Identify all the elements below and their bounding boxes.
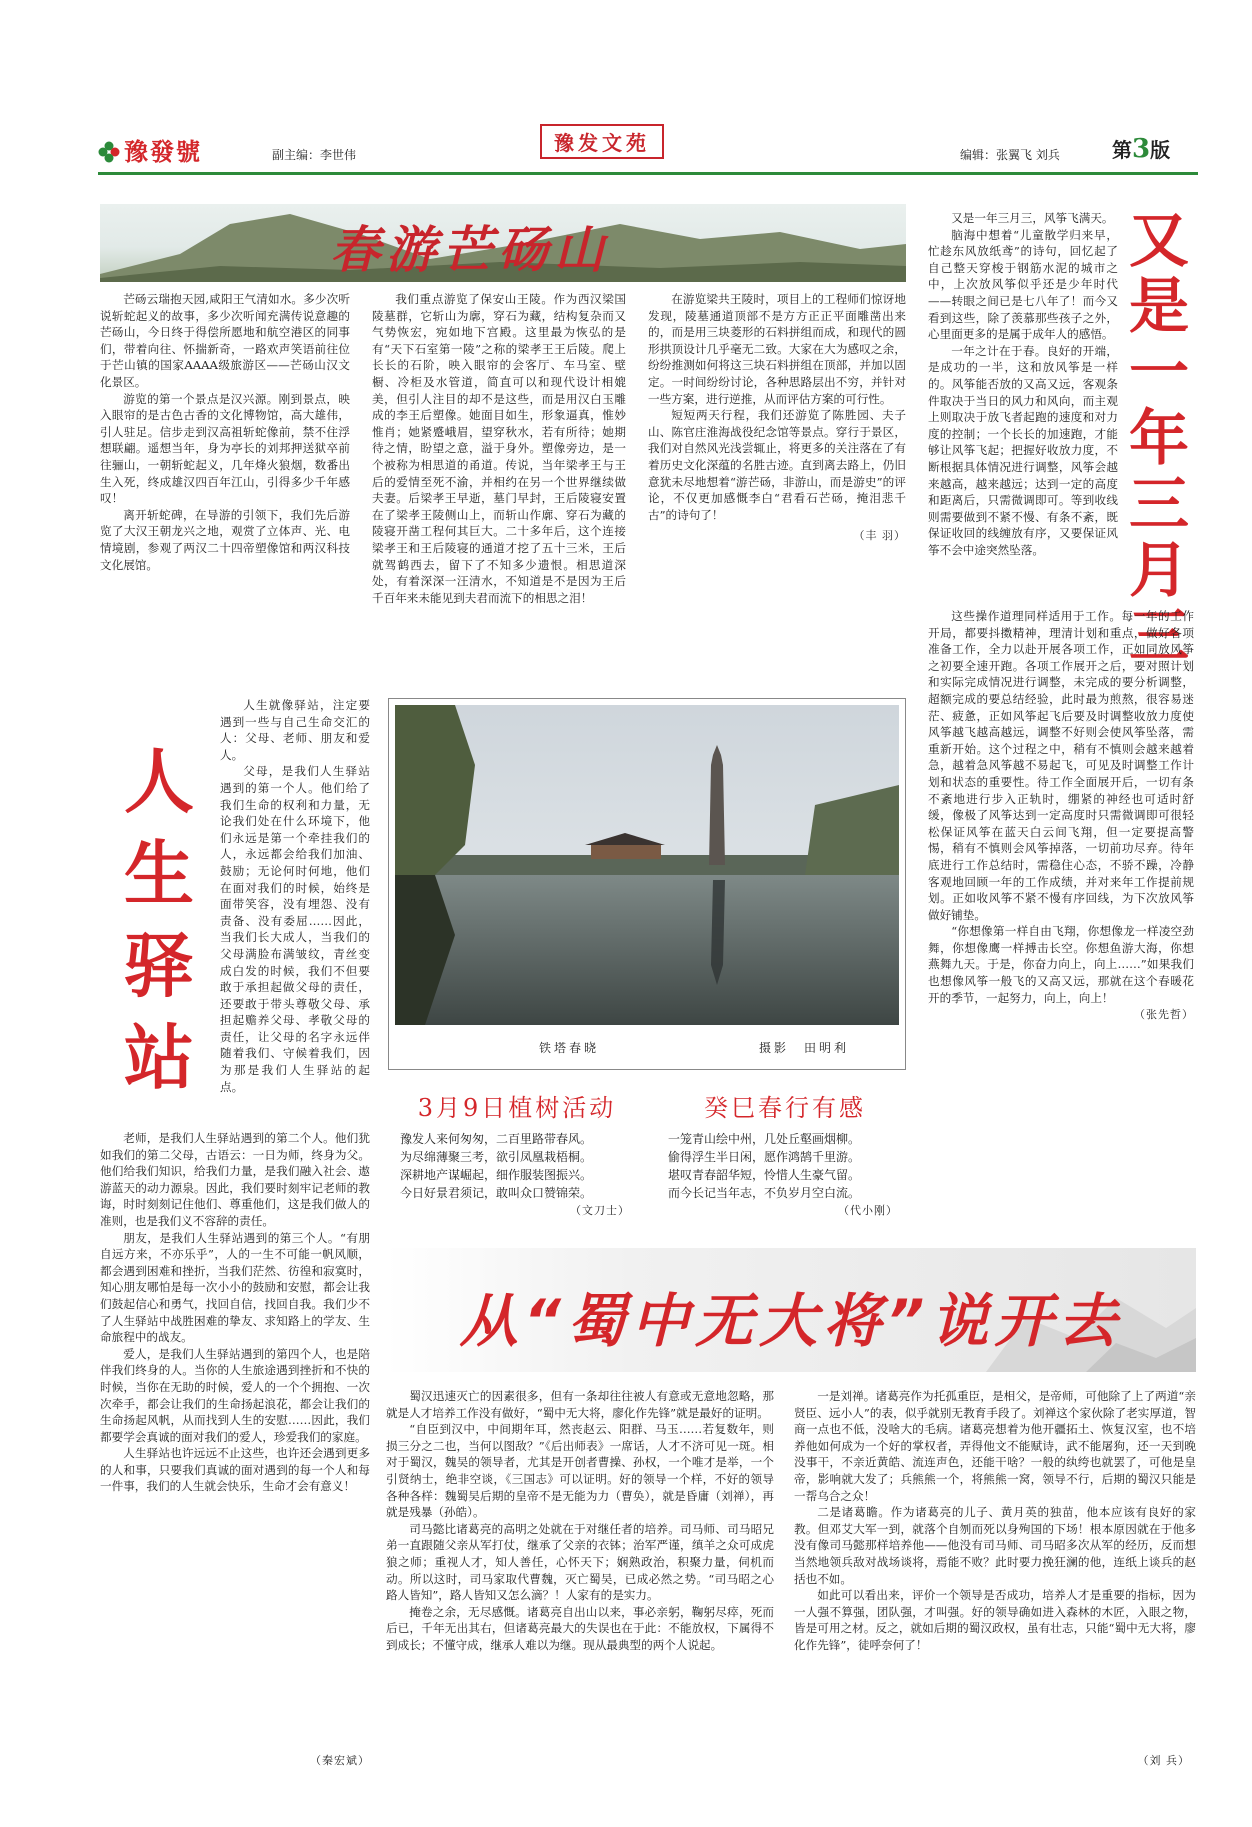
article1-para: 短短两天行程，我们还游览了陈胜园、夫子山、陈官庄淮海战役纪念馆等景点。穿行于景区，我们对自然风光浅尝辄止，将更多的关注落在了有着历史文化深蕴的名胜古迹。直到离去路上，仍旧意犹未尽地想着“游芒砀，非游山，而是游史”的评论，不仅更加感慨李白“君看石芒砀，掩泪悲千古”的诗句了！ — [648, 408, 906, 522]
page-number — [1112, 134, 1170, 164]
poem2-title: 癸巳春行有感 — [704, 1094, 866, 1122]
article1-para: 游览的第一个景点是汉兴源。刚到景点，映入眼帘的是古色古香的文化博物馆，高大雄伟，引人驻足。信步走到汉高祖斩蛇像前，禁不住浮想联翩。遥想当年，身为亭长的刘邦押送狱卒前往骊山，一朝斩蛇起义，几年烽火狼烟，数番出生入死，终成雄汉四百年江山，引得多少千年感叹！ — [100, 391, 350, 506]
article4-title: 从“蜀中无大将”说开去 — [459, 1287, 1123, 1355]
article2-title: 又是一年三月三 — [1129, 206, 1189, 672]
article1-para: 我们重点游览了保安山王陵。作为西汉梁国陵墓群，它斩山为廓，穿石为藏，结构复杂而又气势恢宏，宛如地下宫殿。这里最为恢弘的是有“天下石室第一陵”之称的梁孝王王后陵。爬上长长的石阶，映入眼帘的会客厅、车马室、壁橱、冷柜及水管道，简直可以和现代设计相媲美，但引人注目的却不是这些，而是用汉白玉雕成的李王后塑像。她面目如生，形象逼真，惟妙惟肖；她紧蹙峨眉，望穿秋水，若有所待；她期待之情，盼望之意，溢于身外。塑像旁边，是一个被称为相思道的甬道。传说，当年梁孝王与王后的爱情至死不渝，并相约在另一个世界继续做夫妻。后梁孝王早逝，墓门早封，王后陵寝安置在了梁孝王陵侧山上，而斩山作廓、穿石为藏的陵寝开凿工程何其巨大。二十多年后，这个连接梁孝王和王后陵寝的通道才挖了五十三米，王后就驾鹤西去，留下了不知多少遗恨。相思道深处，有着深深一汪清水，不知道是不是因为王后千百年来未能见到夫君而流下的相思之泪！ — [372, 292, 626, 605]
article1-banner — [100, 204, 906, 282]
article4-col1 — [386, 1388, 774, 1748]
article3-author: （秦宏斌） — [310, 1754, 370, 1767]
article4-para: 司马懿比诸葛亮的高明之处就在于对继任者的培养。司马师、司马昭兄弟一直跟随父亲从军打仗，继承了父亲的衣钵；治军严谨，缜羊之众可成虎狼之师；重视人才，知人善任，心怀天下；娴熟政治，积聚力量，伺机而动。所以这时，司马家取代曹魏，灭亡蜀吴，已成必然之势。“司马昭之心路人皆知”，路人皆知又怎么滴？！人家有的是实力。 — [386, 1521, 774, 1603]
article4-para: 蜀汉迅速灭亡的因素很多，但有一条却往往被人有意或无意地忽略，那就是人才培养工作没有做好，“蜀中无大将，廖化作先锋”就是最好的证明。 — [386, 1389, 774, 1420]
article2-para: 又是一年三月三，风筝飞满天。 — [951, 211, 1114, 225]
poem1-line: 为尽绵薄聚三考，欲引凤凰栽梧桐。 — [400, 1150, 593, 1164]
article4-para: 如此可以看出来，评价一个领导是否成功，培养人才是重要的指标，因为一人强不算强，团队强，才叫强。好的领导确如进入森林的木匠，入眼之物，皆是可用之材。反之，就如后期的蜀汉政权，虽有壮志，只能“蜀中无大将，廖化作先锋”，徒呼奈何了！ — [794, 1588, 1196, 1652]
pagoda-lake-photo — [395, 705, 899, 1025]
article2-col-narrow — [928, 210, 1118, 602]
article3-para: 人生就像驿站，注定要遇到一些与自己生命交汇的人：父母、老师、朋友和爱人。 — [220, 698, 370, 762]
article3-para: 老师，是我们人生驿站遇到的第二个人。他们犹如我们的第二父母，古语云：一日为师，终身为父。他们给我们知识，给我们力量，是我们融入社会、遨游蓝天的动力源泉。因此，我们要时刻牢记老师的教诲，时时刻刻记住他们、尊重他们，这是我们做人的准则，也是我们义不容辞的责任。 — [100, 1131, 370, 1228]
article3-col-wide — [100, 1130, 370, 1750]
article4-para: 掩卷之余，无尽感慨。诸葛亮自出山以来，事必亲躬，鞠躬尽瘁，死而后已，千年无出其右，但诸葛亮最大的失误也在于此：不能放权，下属得不到成长；不懂守成，继承人难以为继。现从最典型的两个人说起。 — [386, 1604, 774, 1652]
article1-para: 芒砀云瑞抱天园,咸阳王气清如水。多少次听说斩蛇起义的故事，多少次听闻充满传说意趣的芒砀山，今日终于得偿所愿地和航空港区的同事们，带着向往、怀揣新奇，一路欢声笑语前往位于芒山镇的国家AAAA级旅游区——芒砀山汉文化景区。 — [100, 292, 350, 389]
poem1-line: 豫发人来何匆匆，二百里路带春风。 — [400, 1132, 593, 1146]
article3-para: 朋友，是我们人生驿站遇到的第三个人。“有朋自远方来，不亦乐乎”，人的一生不可能一帆风顺，都会遇到困难和挫折，当我们茫然、彷徨和寂寞时，知心朋友哪怕是每一次小小的鼓励和安慰，都会让我们鼓起信心和勇气，找回自信，找回自我。我们少不了人生驿站中战胜困难的挚友、求知路上的学友、生命旅程中的战友。 — [100, 1230, 370, 1345]
article4-banner — [386, 1248, 1196, 1372]
poem2-line: 堪叹青春韶华短，怜惜人生豪气留。 — [668, 1168, 861, 1182]
article3-para: 父母，是我们人生驿站遇到的第一个人。他们给了我们生命的权利和力量，无论我们处在什么环境下，他们永远是第一个牵挂我们的人，永远都会给我们加油、鼓励；无论何时何地，他们在面对我们的时候，始终是面带笑容，没有埋怨、没有责备、没有委屈……因此，当我们长大成人，当我们的父母满脸布满皱纹，青丝变成白发的时候，我们不但要敢于承担起做父母的责任，还要敢于带头尊敬父母、承担起赡养父母、孝敬父母的责任，让父母的名字永远伴随着我们、守候着我们，因为那是我们人生驿站的起点。 — [220, 764, 370, 1094]
article4-para: 二是诸葛瞻。作为诸葛亮的儿子、黄月英的独苗，他本应该有良好的家教。但邓艾大军一到，就落个自刎而死以身殉国的下场！根本原因就在于他多没有像司马懿那样培养他——他没有司马师、司马昭多次从军的经历，反而想当然地领兵敌对战场谈将，焉能不败？此时要力挽狂澜的他，连纸上谈兵的赵括也不如。 — [794, 1505, 1196, 1586]
poem2 — [668, 1130, 908, 1218]
header-rule — [98, 172, 1198, 175]
section-title: 豫发文苑 — [540, 124, 664, 159]
page-prefix: 第 — [1112, 138, 1132, 162]
article4-para: 一是刘禅。诸葛亮作为托孤重臣，是相父，是帝师，可他除了上了两道“亲贤臣、远小人”的表，似乎就别无教育手段了。刘禅这个家伙除了老实厚道，智商一点也不低，没啥大的毛病。诸葛亮想着为他开疆拓土、恢复汉室，也不培养他如何成为一个好的掌权者，弄得他文不能赋诗，武不能屠狗，还一天到晚没事干，不亲近黄皓、流连声色，还能干啥？一般的纨绔也就罢了，可他是皇帝，影响就大发了；兵熊熊一个，将熊熊一窝，领导不行，后期的蜀汉只能是一帮乌合之众！ — [794, 1389, 1196, 1503]
article1-col3 — [648, 291, 906, 669]
editors: 编辑：张翼飞 刘兵 — [960, 148, 1060, 162]
article1-col1 — [100, 291, 350, 669]
poem1 — [400, 1130, 640, 1218]
article2-para: 脑海中想着“儿童散学归来早，忙趁东风放纸鸢”的诗句，回忆起了自己整天穿梭于钢筋水泥的城市之中，上次放风筝似乎还是少年时代——转眼之间已是七八年了！而今又看到这些，除了羡慕那些孩子之外，心里面更多的是属于成年人的感悟。 — [928, 227, 1118, 342]
photo-frame — [388, 698, 906, 1070]
poem2-author: （代小刚） — [838, 1204, 898, 1217]
article1-para: 在游览梁共王陵时，项目上的工程师们惊讶地发现，陵墓通道顶部不是方方正正平面雕凿出来的，而是用三块菱形的石料拼组而成，和现代的圆形拱顶设计几乎毫无二致。大家在大为感叹之余，纷纷推测如何将这三块石料拼组在顶部，并加以固定。一时间纷纷讨论，各种思路层出不穷，并针对一些方案，进行逆推，从而评估方案的可行性。 — [648, 292, 906, 406]
article1-col2 — [372, 291, 626, 669]
poem2-line: 偷得浮生半日闲，愿作鸿鹄千里游。 — [668, 1150, 861, 1164]
article2-para: 一年之计在于春。良好的开端，是成功的一半，这和放风筝是一样的。风筝能否放的又高又远，客观条件取决于当日的风力和风向，而主观上则取决于放飞者起跑的速度和对力度的控制；一个长长的加速跑，才能够让风筝飞起；把握好收放力度，不断根据具体情况进行调整，风筝会越来越高，越来越远；达到一定的高度和距离后，只需微调即可。等到收线则需要做到不紧不慢、有条不紊，既保证收回的线缠放有序，又要保证风筝不会中途突然坠落。 — [928, 343, 1118, 557]
article3-para: 人生驿站也许远远不止这些，也许还会遇到更多的人和事，只要我们真诚的面对遇到的每一个人和每一件事，我们的人生就会快乐，生命才会有意义！ — [100, 1446, 370, 1494]
masthead-logo — [98, 132, 202, 167]
article2-author: （张先哲） — [1134, 1008, 1194, 1022]
article2-col-wide — [928, 608, 1194, 1240]
deputy-editor: 副主编：李世伟 — [272, 148, 357, 162]
photo-caption: 铁塔春晓 — [539, 1041, 600, 1055]
article4-para: “自臣到汉中，中间期年耳，然丧赵云、阳群、马玉……若复数年，则损三分之二也，当何以图敌？”《后出师表》一席话，人才不济可见一斑。相对于蜀汉，魏吴的领导者，尤其是开创者曹操、孙权，一个唯才是举，一个引贤纳士，绝非空谈，《三国志》可以证明。好的领导一个样，不好的领导各种各样：魏蜀吴后期的皇帝不是无能为力（曹奂），就是昏庸（刘禅），再就是残暴（孙皓）。 — [386, 1422, 774, 1520]
article3-para: 爱人，是我们人生驿站遇到的第四个人，也是陪伴我们终身的人。当你的人生旅途遇到挫折和不快的时候，当你在无助的时候，爱人的一个个拥抱、一次次牵手，都会让我们的生命扬起浪花，都会让我们的生命扬起风帆，从而找到人生的安慰……因此，我们都要学会真诚的面对我们的爱人，珍爱我们的家庭。 — [100, 1346, 370, 1444]
article4-author: （刘 兵） — [1137, 1754, 1190, 1767]
article2-para: “你想像第一样自由飞翔，你想像龙一样凌空劲舞，你想像鹰一样搏击长空。你想鱼游大海，你想燕舞九天。于是，你奋力向上，向上……”如果我们也想像风筝一般飞的又高又远，那就在这个春暖花开的季节，一起努力，向上，向上！ — [928, 924, 1194, 1005]
photo-credit: 摄影 田明利 — [759, 1041, 850, 1055]
article1-author: （丰 羽） — [853, 529, 906, 543]
logo-text: 豫發號 — [124, 138, 202, 166]
article3-col-narrow — [220, 697, 370, 1127]
article4-col2 — [794, 1388, 1196, 1748]
page-suffix: 版 — [1150, 138, 1171, 162]
poem1-title: 3月9日植树活动 — [417, 1094, 617, 1122]
poem1-line: 深耕地产谋崛起，细作服装图振兴。 — [400, 1168, 593, 1182]
article2-para: 这些操作道理同样适用于工作。每一年的工作开局，都要抖擞精神，理清计划和重点，做好各项准备工作，全力以赴开展各项工作，正如同放风筝之初要全速开跑。各项工作展开之后，要对照计划和实际完成情况进行调整，未完成的要分析调整，超额完成的要总结经验，此时最为煎熬，很容易迷茫、疲惫，正如风筝起飞后要及时调整收放力度使风筝越飞越高越远，调整不好则会使风筝坠落，需重新开始。这个过程之中，稍有不慎则会越来越着急，越着急风筝越不易起飞，可见及时调整工作计划和状态的重要性。待工作全面展开后，一切有条不紊地进行步入正轨时，绷紧的神经也可适时舒缓，像极了风筝达到一定高度时只需微调即可很轻松保证风筝在蓝天白云间飞翔，但一定要提高警惕，稍有不慎则会风筝掉落，一切前功尽弃。待年底进行工作总结时，需稳住心态，不骄不躁，冷静客观地回顾一年的工作成绩，并对来年工作提前规划。正如收风筝不紧不慢有序回线，为下次放风筝做好铺垫。 — [928, 609, 1194, 922]
poem1-author: （文刀士） — [570, 1204, 630, 1217]
poem2-line: 一笼青山绘中州，几处丘壑画烟柳。 — [668, 1132, 861, 1146]
page-num: 3 — [1132, 134, 1151, 164]
logo-flower-icon — [98, 141, 120, 163]
poem2-line: 而今长记当年志，不负岁月空白流。 — [668, 1186, 861, 1200]
poem1-line: 今日好景君须记，敢叫众口赞锦荣。 — [400, 1186, 593, 1200]
article1-title: 春游芒砀山 — [330, 221, 610, 279]
article3-title: 人生驿站 — [124, 741, 194, 1099]
article1-para: 离开斩蛇碑，在导游的引领下，我们先后游览了大汉王朝龙兴之地，观赏了立体声、光、电情境剧，参观了两汉二十四帝塑像馆和两汉科技文化展馆。 — [100, 507, 350, 572]
